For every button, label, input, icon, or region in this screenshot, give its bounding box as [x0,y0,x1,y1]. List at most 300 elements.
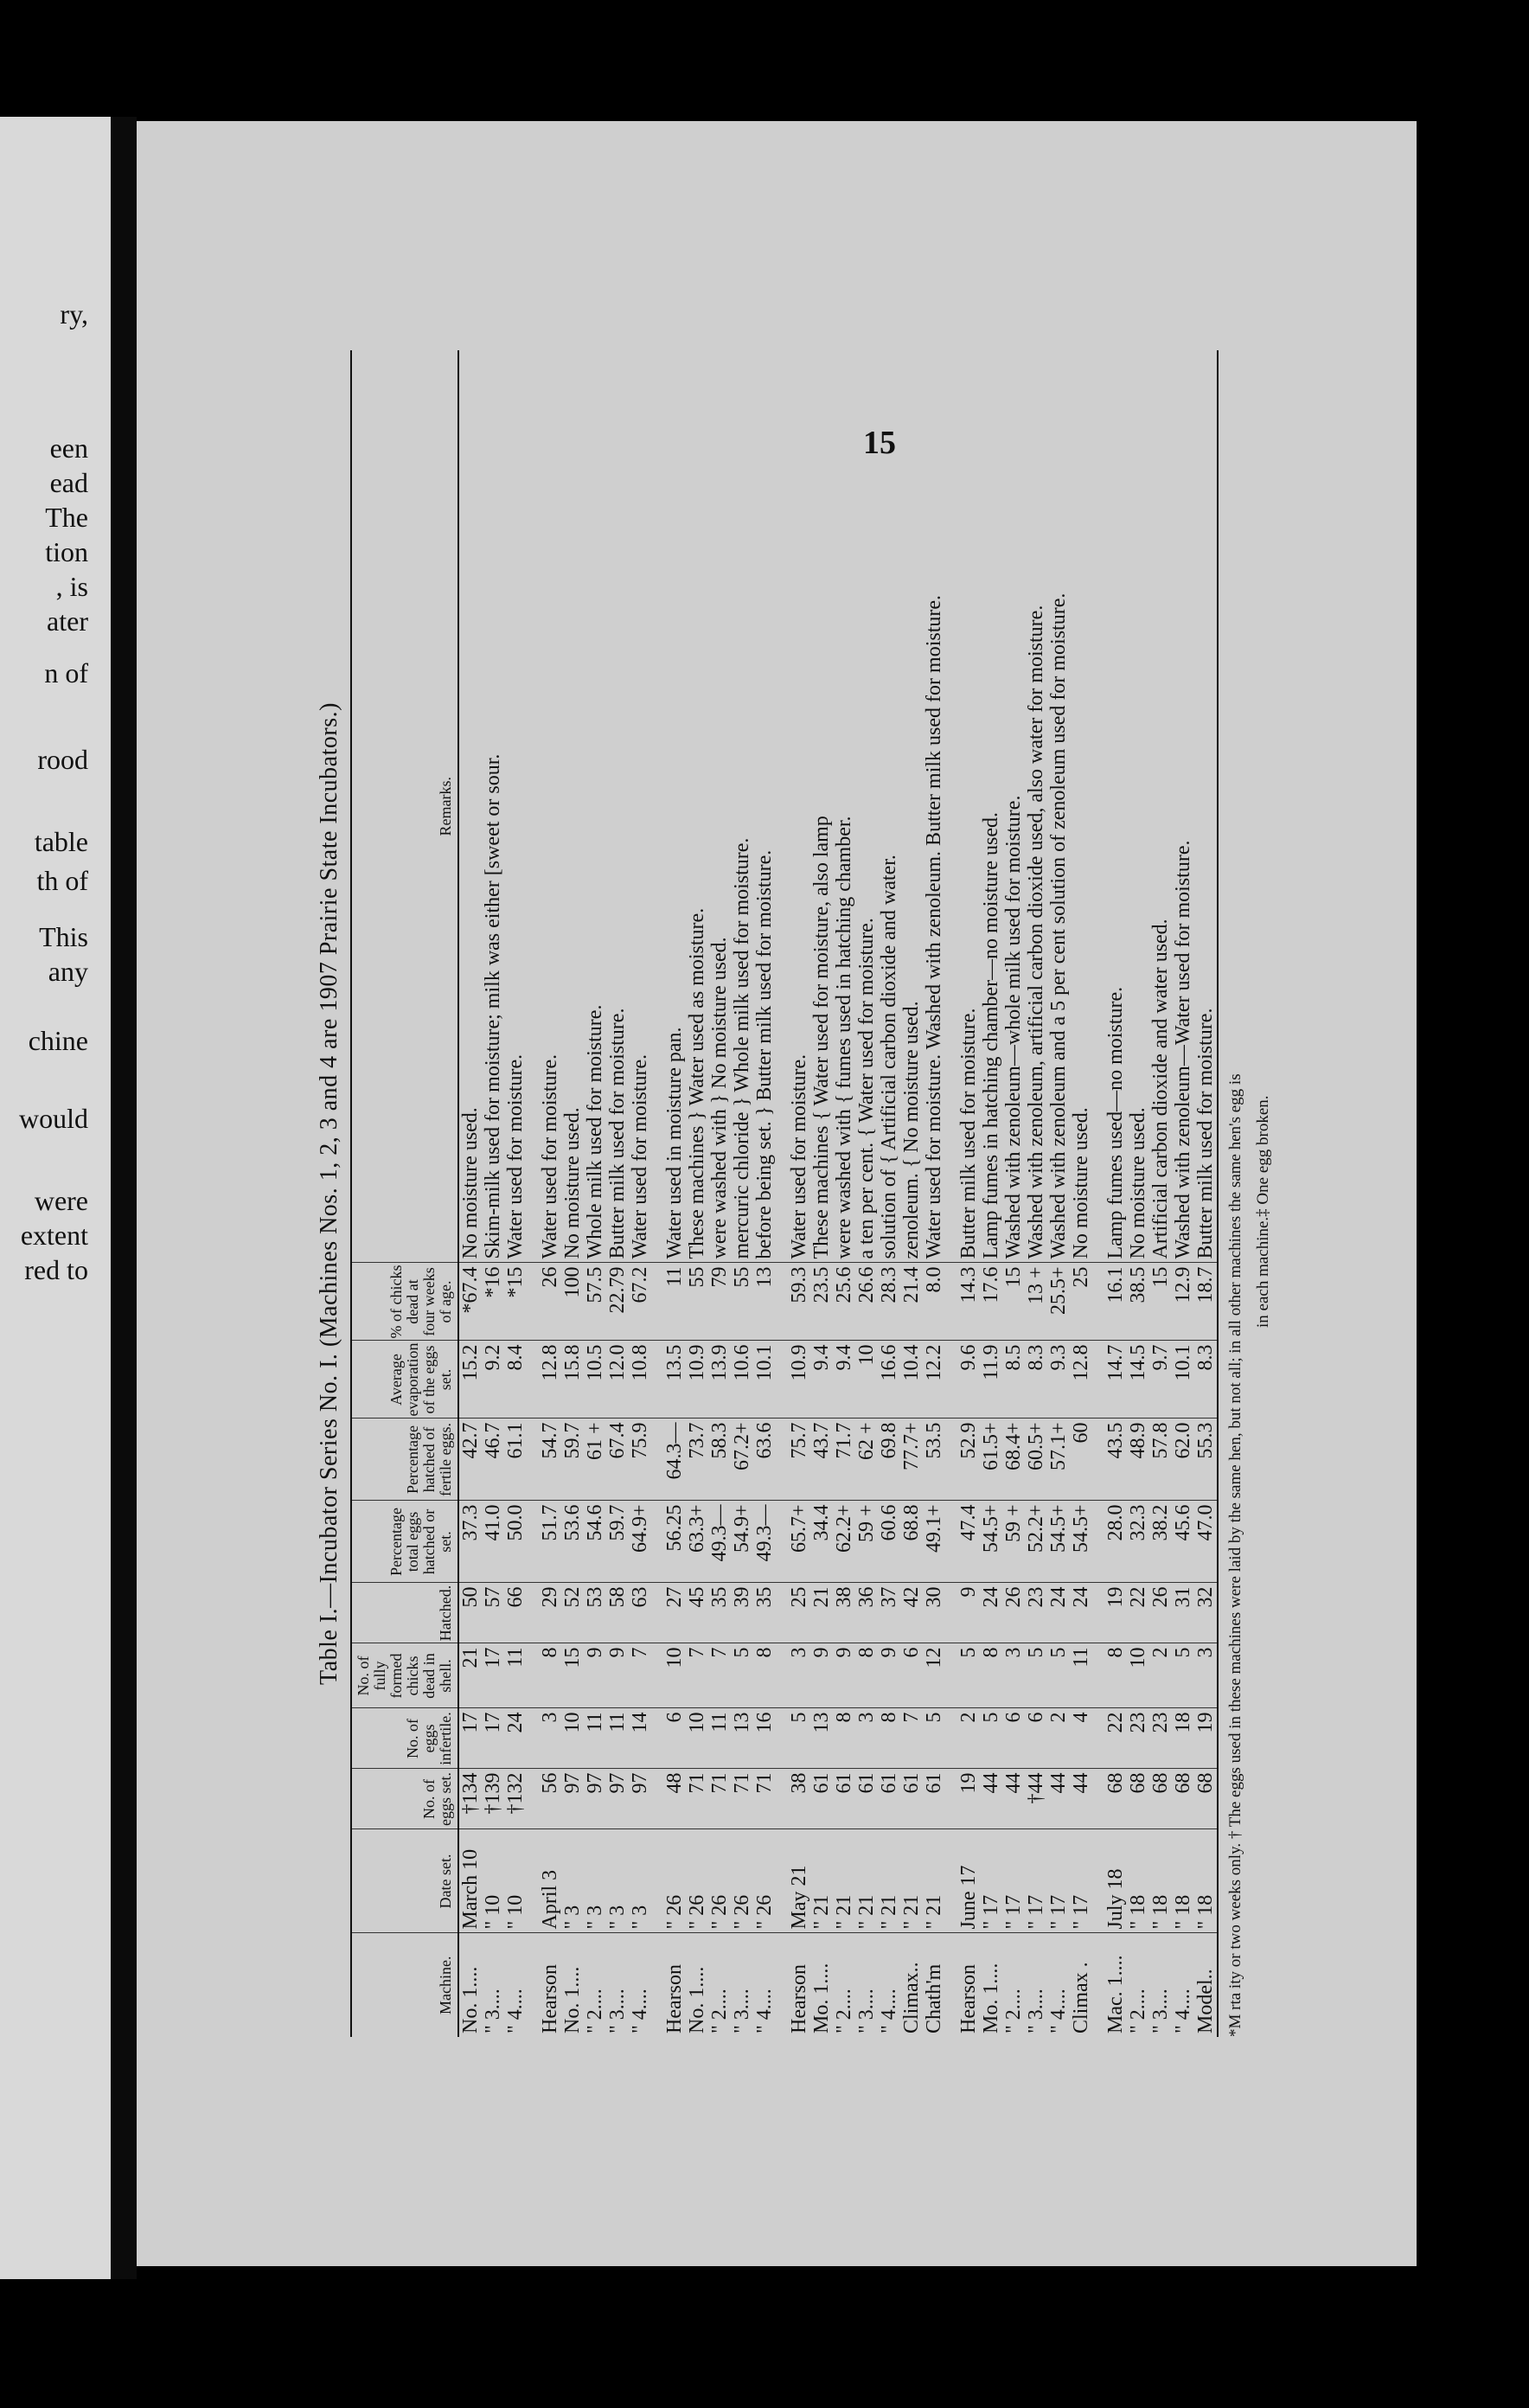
cell-dead-four-weeks: *16 [482,1263,504,1341]
spacer-cell [945,1583,957,1643]
cell-machine: " 3.... [482,1989,504,2033]
cell-remark: Water used in moisture pan. [663,350,686,1263]
cell-pct-total: 65.7+ [788,1501,810,1583]
cell-machine: " 2.... [1002,1989,1025,2033]
cell-evaporation: 9.4 [833,1341,855,1419]
cell-machine: Hearson [539,1964,561,2033]
cell-date: " 17 [1002,1829,1025,1933]
cell-dead-four-weeks: 22.79 [606,1263,629,1341]
spacer-cell [651,1583,663,1643]
cell-date: " 26 [708,1829,731,1933]
cell-machine: Hearson [663,1964,686,2033]
cell-evaporation: 15.2 [458,1341,482,1419]
cell-hatched: 50 [458,1583,482,1643]
table-row [900,350,923,2037]
table-header-row [351,350,458,2037]
table-row [833,350,855,2037]
cell-hatched: 19 [1104,1583,1127,1643]
table-row [878,350,900,2037]
cell-eggs-set: 71 [753,1769,776,1829]
cell-eggs-set: 97 [561,1769,584,1829]
cell-dead-in-shell: 9 [584,1643,606,1708]
spacer-cell [651,1419,663,1501]
cell-date: July 18 [1104,1829,1127,1933]
cell-pct-fertile: 61 + [584,1419,606,1501]
cell-pct-total: 45.6 [1172,1501,1194,1583]
group-spacer [527,350,539,2037]
spacer-cell [1092,1419,1104,1501]
table-row [606,350,629,2037]
cell-hatched: 29 [539,1583,561,1643]
table-row [923,350,945,2037]
cell-evaporation: 8.3 [1194,1341,1218,1419]
cell-eggs-set: 44 [1002,1769,1025,1829]
cell-dead-in-shell: 7 [708,1643,731,1708]
cell-pct-total: 53.6 [561,1501,584,1583]
cell-remark: Butter milk used for moisture. [606,350,629,1263]
group-spacer [776,350,788,2037]
cell-remark: zenoleum. { No moisture used. [900,350,923,1263]
cell-eggs-set: 68 [1104,1769,1127,1829]
page-number: 15 [863,425,896,461]
cell-dead-in-shell: 5 [731,1643,753,1708]
spacer-cell [651,350,663,1263]
cell-machine: Hearson [788,1964,810,2033]
cell-date: " 3 [629,1829,651,1933]
spacer-cell [1092,1263,1104,1341]
cell-evaporation: 9.7 [1149,1341,1172,1419]
cell-evaporation: 12.8 [1070,1341,1092,1419]
cell-remark: No moisture used. [458,350,482,1263]
spacer-cell [651,1341,663,1419]
cell-eggs-set: †139 [482,1769,504,1829]
cell-hatched: 39 [731,1583,753,1643]
table-row [539,350,561,2037]
cell-machine: " 4.... [1172,1989,1194,2033]
spacer-cell [1092,1708,1104,1769]
cell-pct-fertile: 77.7+ [900,1419,923,1501]
left-page-text-fragment: th of [36,865,88,896]
cell-remark: Water used for moisture. [629,350,651,1263]
cell-pct-fertile: 58.3 [708,1419,731,1501]
cell-evaporation: 13.9 [708,1341,731,1419]
cell-dead-in-shell: 12 [923,1643,945,1708]
left-page-text-fragment: rood [37,744,88,775]
cell-dead-four-weeks: 28.3 [878,1263,900,1341]
table-row [957,350,980,2037]
cell-evaporation: 10.1 [753,1341,776,1419]
table-row [482,350,504,2037]
spacer-cell [527,1341,539,1419]
cell-remark: mercuric chloride } Whole milk used for moisture. [731,350,753,1263]
spacer-cell [1092,1769,1104,1829]
table-row [1194,350,1218,2037]
cell-hatched: 31 [1172,1583,1194,1643]
cell-evaporation: 8.4 [504,1341,527,1419]
spacer-cell [1092,1341,1104,1419]
cell-eggs-set: 71 [708,1769,731,1829]
cell-dead-four-weeks: 15 [1149,1263,1172,1341]
group-spacer [1092,350,1104,2037]
cell-dead-four-weeks: 38.5 [1127,1263,1149,1341]
cell-pct-total: 47.4 [957,1501,980,1583]
cell-infertile: 6 [1002,1708,1025,1769]
cell-machine: " 2.... [833,1989,855,2033]
cell-machine: " 2.... [584,1989,606,2033]
cell-pct-total: 49.1+ [923,1501,945,1583]
spacer-cell [776,1341,788,1419]
cell-remark: No moisture used. [561,350,584,1263]
cell-hatched: 26 [1149,1583,1172,1643]
spacer-cell [651,1708,663,1769]
header-remarks: Remarks. [351,350,458,1263]
cell-infertile: 8 [833,1708,855,1769]
cell-pct-fertile: 63.6 [753,1419,776,1501]
cell-dead-four-weeks: 100 [561,1263,584,1341]
cell-dead-in-shell: 7 [629,1643,651,1708]
cell-eggs-set: 97 [584,1769,606,1829]
cell-dead-four-weeks: 13 + [1025,1263,1047,1341]
cell-remark: Washed with zenoleum, artificial carbon dioxide used, also water for moisture. [1025,350,1047,1263]
cell-dead-in-shell: 9 [810,1643,833,1708]
cell-pct-total: 54.5+ [980,1501,1002,1583]
cell-date: " 17 [1047,1829,1070,1933]
cell-dead-in-shell: 8 [539,1643,561,1708]
cell-remark: Water used for moisture. [788,350,810,1263]
cell-eggs-set: 48 [663,1769,686,1829]
cell-remark: Butter milk used for moisture. [1194,350,1218,1263]
cell-remark: were washed with } No moisture used. [708,350,731,1263]
cell-machine: " 4.... [753,1989,776,2033]
cell-pct-fertile: 46.7 [482,1419,504,1501]
cell-remark: Skim-milk used for moisture; milk was either [sweet or sour. [482,350,504,1263]
cell-infertile: 6 [1025,1708,1047,1769]
left-page-text-fragment: n of [44,657,88,688]
left-page-text-fragment: any [48,956,88,987]
cell-hatched: 57 [482,1583,504,1643]
right-page [137,121,1417,2266]
cell-evaporation: 9.3 [1047,1341,1070,1419]
cell-date: " 26 [663,1829,686,1933]
table-row [788,350,810,2037]
cell-remark: These machines } Water used as moisture. [686,350,708,1263]
cell-eggs-set: 68 [1127,1769,1149,1829]
cell-pct-total: 59 + [1002,1501,1025,1583]
cell-dead-in-shell: 15 [561,1643,584,1708]
cell-hatched: 58 [606,1583,629,1643]
cell-hatched: 38 [833,1583,855,1643]
header-hatched: Hatched. [351,1583,458,1643]
cell-eggs-set: 38 [788,1769,810,1829]
cell-dead-four-weeks: 17.6 [980,1263,1002,1341]
cell-evaporation: 16.6 [878,1341,900,1419]
cell-dead-in-shell: 11 [1070,1643,1092,1708]
cell-pct-fertile: 75.9 [629,1419,651,1501]
spacer-cell [945,1829,957,1933]
left-page-text-fragment: chine [28,1025,88,1056]
table-row [686,350,708,2037]
cell-eggs-set: 68 [1194,1769,1218,1829]
cell-infertile: 6 [663,1708,686,1769]
cell-machine: " 4.... [629,1989,651,2033]
cell-machine: " 3.... [855,1989,878,2033]
cell-date: " 10 [504,1829,527,1933]
cell-eggs-set: 71 [686,1769,708,1829]
header-date: Date set. [351,1829,458,1933]
cell-pct-total: 34.4 [810,1501,833,1583]
cell-evaporation: 10.9 [686,1341,708,1419]
cell-evaporation: 9.4 [810,1341,833,1419]
cell-pct-fertile: 43.5 [1104,1419,1127,1501]
cell-dead-in-shell: 8 [753,1643,776,1708]
table-row [504,350,527,2037]
cell-infertile: 3 [855,1708,878,1769]
table-row [1149,350,1172,2037]
cell-machine: " 3.... [606,1989,629,2033]
cell-pct-fertile: 60 [1070,1419,1092,1501]
cell-dead-in-shell: 3 [788,1643,810,1708]
cell-eggs-set: 68 [1172,1769,1194,1829]
cell-infertile: 10 [561,1708,584,1769]
table-title: Table I.—Incubator Series No. I. (Machines Nos. 1, 2, 3 and 4 are 1907 Prairie State Incubators.) [316,702,342,1685]
cell-eggs-set: 97 [629,1769,651,1829]
left-page-text-fragment: extent [20,1220,88,1251]
cell-infertile: 7 [900,1708,923,1769]
cell-dead-in-shell: 8 [980,1643,1002,1708]
left-page-text-fragment: were [34,1185,88,1216]
cell-dead-in-shell: 5 [957,1643,980,1708]
cell-dead-four-weeks: *15 [504,1263,527,1341]
cell-machine: Climax . [1070,1962,1092,2033]
cell-dead-in-shell: 9 [878,1643,900,1708]
cell-pct-fertile: 59.7 [561,1419,584,1501]
cell-dead-in-shell: 5 [1025,1643,1047,1708]
cell-pct-total: 60.6 [878,1501,900,1583]
cell-hatched: 37 [878,1583,900,1643]
cell-pct-total: 52.2+ [1025,1501,1047,1583]
spacer-cell [1092,1829,1104,1933]
cell-hatched: 23 [1025,1583,1047,1643]
cell-machine: " 3.... [731,1989,753,2033]
cell-dead-in-shell: 17 [482,1643,504,1708]
table-row [1047,350,1070,2037]
cell-dead-four-weeks: 23.5 [810,1263,833,1341]
cell-infertile: 22 [1104,1708,1127,1769]
cell-hatched: 52 [561,1583,584,1643]
cell-date: " 17 [1025,1829,1047,1933]
cell-date: " 21 [900,1829,923,1933]
cell-pct-fertile: 42.7 [458,1419,482,1501]
incubator-table [350,350,1219,2037]
cell-infertile: 5 [788,1708,810,1769]
cell-remark: before being set. } Butter milk used for moisture. [753,350,776,1263]
cell-evaporation: 10.6 [731,1341,753,1419]
spacer-cell [651,1643,663,1708]
cell-pct-fertile: 52.9 [957,1419,980,1501]
cell-dead-in-shell: 3 [1194,1643,1218,1708]
cell-machine: " 3.... [1149,1989,1172,2033]
cell-pct-total: 54.9+ [731,1501,753,1583]
left-page-text-fragment: een [49,432,88,464]
cell-dead-in-shell: 21 [458,1643,482,1708]
cell-machine: Climax.. [900,1962,923,2033]
cell-pct-fertile: 61.5+ [980,1419,1002,1501]
spacer-cell [651,1501,663,1583]
spacer-cell [776,1501,788,1583]
spacer-cell [527,1769,539,1829]
cell-eggs-set: 56 [539,1769,561,1829]
table-row [810,350,833,2037]
cell-evaporation: 10.9 [788,1341,810,1419]
cell-dead-four-weeks: 25.5+ [1047,1263,1070,1341]
spacer-cell [945,1341,957,1419]
table-row [458,350,482,2037]
cell-dead-four-weeks: 8.0 [923,1263,945,1341]
table-body [458,350,1218,2037]
cell-eggs-set: 61 [900,1769,923,1829]
cell-evaporation: 10.5 [584,1341,606,1419]
cell-pct-fertile: 68.4+ [1002,1419,1025,1501]
cell-hatched: 45 [686,1583,708,1643]
left-page-text-fragment: would [19,1103,88,1134]
cell-infertile: 17 [458,1708,482,1769]
spacer-cell [945,1933,957,2037]
cell-hatched: 21 [810,1583,833,1643]
cell-dead-four-weeks: 26.6 [855,1263,878,1341]
cell-pct-fertile: 67.2+ [731,1419,753,1501]
spacer-cell [776,1263,788,1341]
left-page-text-fragment: ry, [60,298,88,330]
header-machine: Machine. [351,1933,458,2037]
cell-date: " 26 [731,1829,753,1933]
left-page-text-fragment: The [45,502,88,533]
cell-pct-fertile: 62 + [855,1419,878,1501]
cell-date: " 26 [753,1829,776,1933]
cell-pct-fertile: 53.5 [923,1419,945,1501]
cell-remark: These machines { Water used for moisture, also lamp [810,350,833,1263]
cell-machine: " 2.... [1127,1989,1149,2033]
header-infertile: No. of eggs infertile. [351,1708,458,1769]
cell-infertile: 8 [878,1708,900,1769]
spacer-cell [527,1933,539,2037]
cell-pct-total: 41.0 [482,1501,504,1583]
cell-pct-fertile: 61.1 [504,1419,527,1501]
cell-remark: solution of { Artificial carbon dioxide and water. [878,350,900,1263]
cell-pct-total: 37.3 [458,1501,482,1583]
footnote-1: *M rta ity or two weeks only. † The eggs used in these machines were laid by the same hen, but not all; in all other machines the same hen's egg is [1226,1073,1244,2037]
cell-dead-in-shell: 3 [1002,1643,1025,1708]
cell-pct-total: 50.0 [504,1501,527,1583]
cell-eggs-set: 44 [1047,1769,1070,1829]
cell-pct-total: 56.25 [663,1501,686,1583]
cell-pct-total: 59 + [855,1501,878,1583]
cell-remark: Whole milk used for moisture. [584,350,606,1263]
left-page-text-fragment: red to [24,1254,88,1285]
cell-eggs-set: †132 [504,1769,527,1829]
cell-machine: No. 1.... [459,1966,482,2033]
spacer-cell [527,1643,539,1708]
cell-infertile: 23 [1127,1708,1149,1769]
cell-pct-total: 59.7 [606,1501,629,1583]
cell-infertile: 3 [539,1708,561,1769]
cell-machine: No. 1.... [561,1966,584,2033]
cell-pct-total: 51.7 [539,1501,561,1583]
cell-evaporation: 12.8 [539,1341,561,1419]
cell-eggs-set: 97 [606,1769,629,1829]
table-row [708,350,731,2037]
cell-dead-four-weeks: 25 [1070,1263,1092,1341]
cell-dead-in-shell: 5 [1172,1643,1194,1708]
cell-hatched: 63 [629,1583,651,1643]
cell-date: " 3 [584,1829,606,1933]
cell-infertile: 5 [923,1708,945,1769]
header-dead-four-weeks: % of chicks dead at four weeks of age. [351,1263,458,1341]
cell-machine: " 4.... [504,1989,527,2033]
spacer-cell [945,1643,957,1708]
cell-dead-in-shell: 10 [663,1643,686,1708]
cell-pct-fertile: 62.0 [1172,1419,1194,1501]
cell-remark: Water used for moisture. [504,350,527,1263]
cell-pct-fertile: 43.7 [810,1419,833,1501]
cell-remark: No moisture used. [1070,350,1092,1263]
cell-pct-fertile: 67.4 [606,1419,629,1501]
cell-pct-total: 62.2+ [833,1501,855,1583]
cell-infertile: 17 [482,1708,504,1769]
spacer-cell [945,350,957,1263]
cell-pct-fertile: 73.7 [686,1419,708,1501]
cell-machine: Mo. 1.... [980,1963,1002,2033]
cell-dead-four-weeks: 21.4 [900,1263,923,1341]
cell-infertile: 11 [708,1708,731,1769]
cell-dead-in-shell: 7 [686,1643,708,1708]
cell-hatched: 27 [663,1583,686,1643]
cell-pct-total: 49.3— [753,1501,776,1583]
cell-remark: a ten per cent. { Water used for moisture. [855,350,878,1263]
spacer-cell [651,1933,663,2037]
cell-dead-four-weeks: 11 [663,1263,686,1341]
cell-dead-four-weeks: 59.3 [788,1263,810,1341]
table-row [753,350,776,2037]
cell-pct-fertile: 64.3— [663,1419,686,1501]
cell-dead-four-weeks: 14.3 [957,1263,980,1341]
cell-dead-four-weeks: 55 [686,1263,708,1341]
spacer-cell [776,1708,788,1769]
cell-remark: Lamp fumes used—no moisture. [1104,350,1127,1263]
cell-remark: Washed with zenoleum—Water used for moisture. [1172,350,1194,1263]
cell-evaporation: 14.5 [1127,1341,1149,1419]
cell-machine: Mac. 1.... [1104,1955,1127,2033]
left-page [0,117,111,2279]
cell-dead-four-weeks: 16.1 [1104,1263,1127,1341]
cell-hatched: 66 [504,1583,527,1643]
cell-evaporation: 8.3 [1025,1341,1047,1419]
cell-date: " 3 [561,1829,584,1933]
cell-dead-four-weeks: 26 [539,1263,561,1341]
cell-eggs-set: 44 [1070,1769,1092,1829]
cell-hatched: 24 [1047,1583,1070,1643]
left-page-text-fragment: , is [55,571,88,602]
cell-eggs-set: 68 [1149,1769,1172,1829]
spacer-cell [527,1263,539,1341]
cell-date: " 21 [923,1829,945,1933]
cell-hatched: 42 [900,1583,923,1643]
cell-hatched: 24 [1070,1583,1092,1643]
cell-dead-in-shell: 10 [1127,1643,1149,1708]
cell-date: " 18 [1149,1829,1172,1933]
cell-infertile: 14 [629,1708,651,1769]
cell-date: " 21 [855,1829,878,1933]
cell-dead-four-weeks: 13 [753,1263,776,1341]
